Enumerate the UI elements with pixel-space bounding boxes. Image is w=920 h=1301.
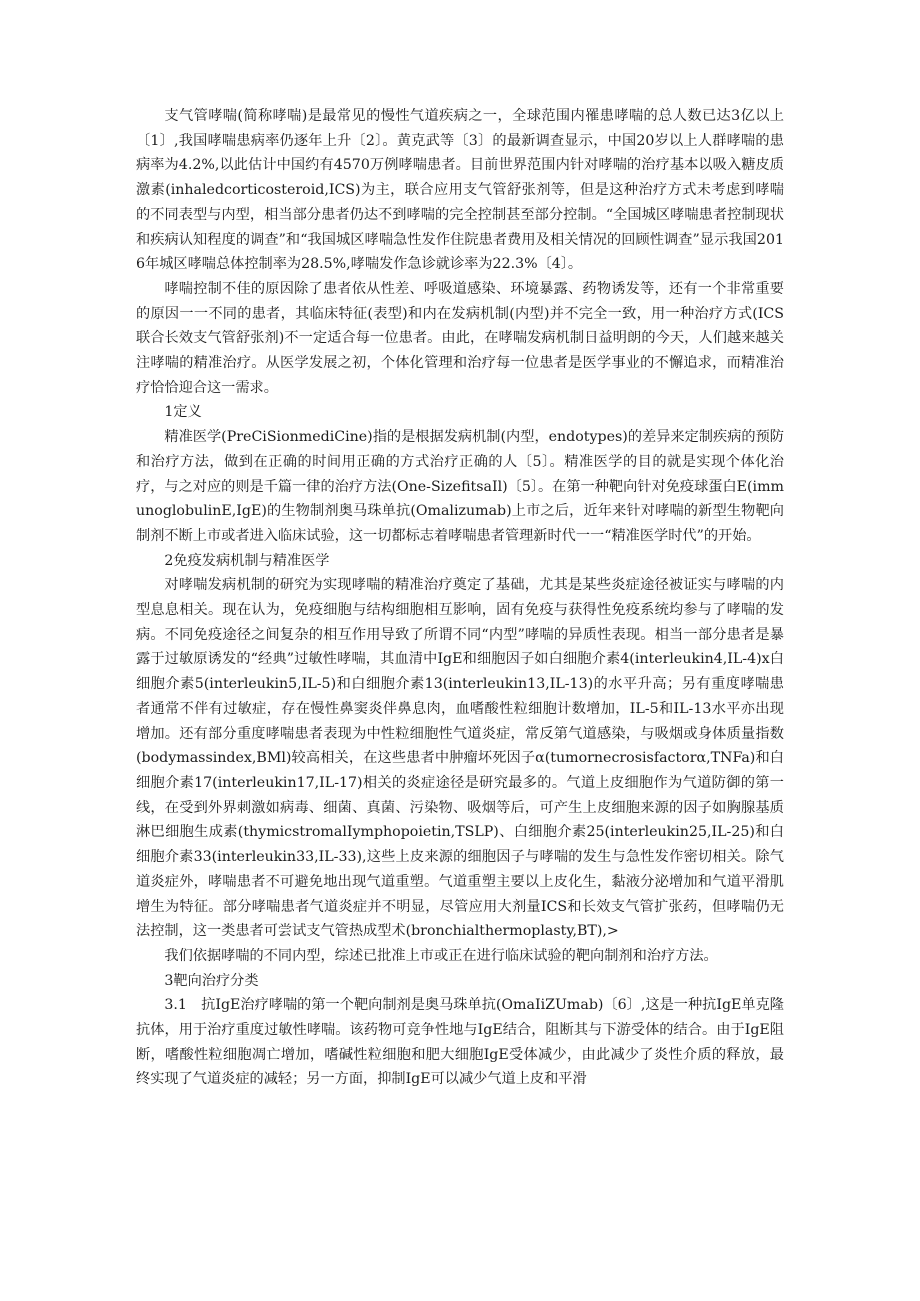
document-body <box>136 104 784 1092</box>
section-heading-mechanism: 2免疫发病机制与精准医学 <box>164 552 330 569</box>
paragraph-definition: 精准医学(PreCiSionmediCine)指的是根据发病机制(内型，endotypes)的差异来定制疾病的预防和治疗方法，做到在正确的时间用正确的方式治疗正确的人〔5〕。精准医学的目的就是实现个体化治疗，与之对应的则是千篇一律的治疗方法(One-SizefitsaIl)〔5〕。在第一种靶向针对免疫球蛋白E(immunoglobulinE,IgE)的生物制剂奥马珠单抗(Omalizumab)上市之后，近年来针对哮喘的新型生物靶向制剂不断上市或者进入临床试验，这一切都标志着哮喘患者管理新时代一一“精准医学时代”的开始。 <box>136 429 784 544</box>
section-heading-targeted-therapy: 3靶向治疗分类 <box>164 972 259 989</box>
paragraph-intro: 支气管哮喘(简称哮喘)是最常见的慢性气道疾病之一，全球范围内罹患哮喘的总人数已达3亿以上〔1〕,我国哮喘患病率仍逐年上升〔2〕。黄克武等〔3〕的最新调查显示，中国20岁以上人群哮喘的患病率为4.2%,以此估计中国约有4570万例哮喘患者。目前世界范围内针对哮喘的治疗基本以吸入糖皮质激素(inhaledcorticosteroid,ICS)为主，联合应用支气管舒张剂等，但是这种治疗方式未考虑到哮喘的不同表型与内型，相当部分患者仍达不到哮喘的完全控制甚至部分控制。“全国城区哮喘患者控制现状和疾病认知程度的调查”和“我国城区哮喘急性发作住院患者费用及相关情况的回顾性调查”显示我国2016年城区哮喘总体控制率为28.5%,哮喘发作急诊就诊率为22.3%〔4〕。 <box>136 108 784 273</box>
paragraph-control: 哮喘控制不佳的原因除了患者依从性差、呼吸道感染、环境暴露、药物诱发等，还有一个非常重要的原因一一不同的患者，其临床特征(表型)和内在发病机制(内型)并不完全一致，用一种治疗方式(ICS联合长效支气管舒张剂)不一定适合每一位患者。由此，在哮喘发病机制日益明朗的今天，人们越来越关注哮喘的精准治疗。从医学发展之初，个体化管理和治疗每一位患者是医学事业的不懈追求，而精准治疗恰恰迎合这一需求。 <box>136 280 784 396</box>
paragraph-mechanism: 对哮喘发病机制的研究为实现哮喘的精准治疗奠定了基础，尤其是某些炎症途径被证实与哮喘的内型息息相关。现在认为，免疫细胞与结构细胞相互影响，固有免疫与获得性免疫系统均参与了哮喘的发病。不同免疫途径之间复杂的相互作用导致了所谓不同“内型”哮喘的异质性表现。相当一部分患者是暴露于过敏原诱发的“经典”过敏性哮喘，其血清中IgE和细胞因子如白细胞介素4(interleukin4,IL-4)x白细胞介素5(interleukin5,IL-5)和白细胞介素13(interleukin13,IL-13)的水平升高；另有重度哮喘患者通常不伴有过敏症，存在慢性鼻窦炎伴鼻息肉，血嗜酸性粒细胞计数增加，IL-5和IL-13水平亦出现增加。还有部分重度哮喘患者表现为中性粒细胞性气道炎症，常反第气道感染，与吸烟或身体质量指数(bodymassindex,BMl)较高相关，在这些患者中肿瘤坏死因子α(tumornecrosisfactorα,TNFa)和白细胞介素17(interleukin17,IL-17)相关的炎症途径是研究最多的。气道上皮细胞作为气道防御的第一线，在受到外界刺激如病毒、细菌、真菌、污染物、吸烟等后，可产生上皮细胞来源的因子如胸腺基质淋巴细胞生成素(thymicstromalIymphopoietin,TSLP)、白细胞介素25(interleukin25,IL-25)和白细胞介素33(interleukin33,IL-33),这些上皮来源的细胞因子与哮喘的发生与急性发作密切相关。除气道炎症外，哮喘患者不可避免地出现气道重塑。气道重塑主要以上皮化生，黏液分泌增加和气道平滑肌增生为特征。部分哮喘患者气道炎症并不明显，尽管应用大剂量ICS和长效支气管扩张药，但哮喘仍无法控制，这一类患者可尝试支气管热成型术(bronchialthermoplasty,BT),> <box>136 577 784 940</box>
section-heading-definition: 1定义 <box>164 404 202 421</box>
paragraph-anti-ige: 3.1 抗IgE治疗哮喘的第一个靶向制剂是奥马珠单抗(OmaIiZUmab)〔6〕,这是一种抗IgE单克隆抗体，用于治疗重度过敏性哮喘。该药物可竞争性地与IgE结合，阻断其与下游受体的结合。由于IgE阻断，嗜酸性粒细胞凋亡增加，嗜碱性粒细胞和肥大细胞IgE受体减少，由此减少了炎性介质的释放，最终实现了气道炎症的减轻；另一方面，抑制IgE可以减少气道上皮和平滑 <box>136 997 784 1088</box>
paragraph-summary: 我们依据哮喘的不同内型，综述已批准上市或正在进行临床试验的靶向制剂和治疗方法。 <box>164 947 718 964</box>
